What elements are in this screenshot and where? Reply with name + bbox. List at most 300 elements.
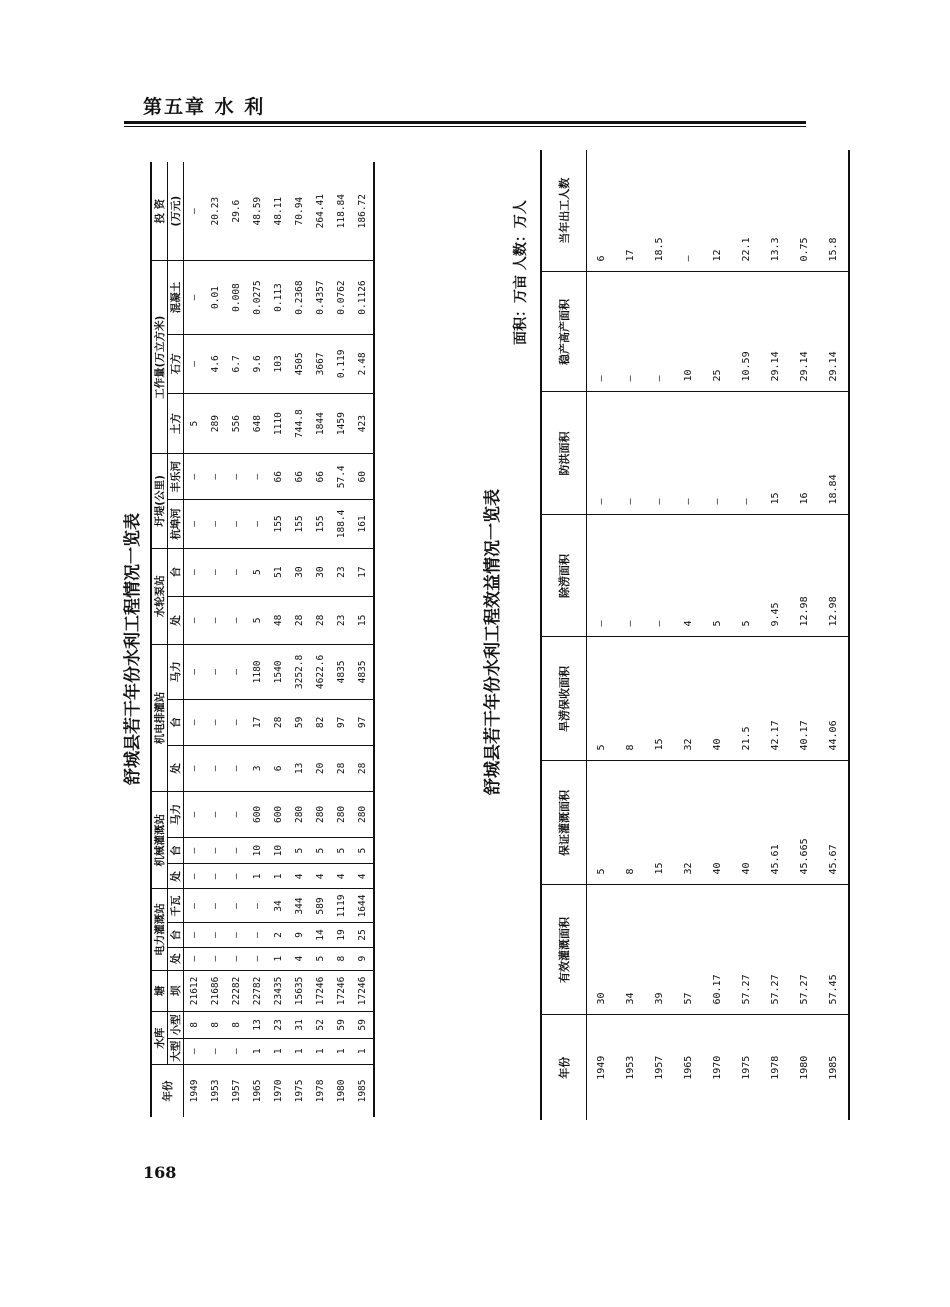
t1-cell: 17 bbox=[247, 699, 268, 745]
t1-header-workload: 工作量(万立方米) bbox=[151, 261, 168, 454]
header-rule-thin bbox=[124, 126, 806, 127]
t1-cell: — bbox=[226, 745, 247, 791]
t1-cell: — bbox=[226, 454, 247, 500]
t2-header: 当年出工人数 bbox=[541, 150, 587, 272]
table2-row bbox=[732, 150, 761, 1120]
t1-header-chu: 处 bbox=[168, 864, 184, 889]
table2-rotated bbox=[540, 150, 850, 1120]
t2-cell: 57.27 bbox=[732, 885, 761, 1015]
t1-cell: — bbox=[226, 791, 247, 837]
t1-header-invest: 投 资 bbox=[151, 162, 168, 261]
t1-cell: 31 bbox=[289, 1012, 310, 1038]
t2-cell: 10 bbox=[674, 272, 703, 392]
t1-cell: 1 bbox=[289, 1038, 310, 1064]
t2-cell: 17 bbox=[616, 150, 645, 272]
t2-cell: 40 bbox=[703, 761, 732, 885]
t1-header-large: 大型 bbox=[168, 1038, 184, 1064]
t2-cell: 18.5 bbox=[645, 150, 674, 272]
table1-row bbox=[226, 162, 247, 1117]
t1-cell: — bbox=[184, 699, 206, 745]
table1-title: 舒城县若干年份水利工程情况一览表 bbox=[123, 513, 143, 785]
t1-cell: 23 bbox=[331, 596, 352, 644]
t1-cell: 103 bbox=[268, 334, 289, 393]
t1-header-reservoir: 水库 bbox=[151, 1012, 168, 1065]
t2-cell: — bbox=[732, 392, 761, 515]
t1-cell: 589 bbox=[310, 889, 331, 923]
header-rule bbox=[124, 121, 806, 124]
t1-cell: — bbox=[184, 500, 206, 548]
t1-cell: 280 bbox=[289, 791, 310, 837]
t2-cell-year: 1985 bbox=[819, 1015, 849, 1120]
t2-cell: 57 bbox=[674, 885, 703, 1015]
t1-cell: 15 bbox=[352, 596, 374, 644]
t1-cell: — bbox=[247, 923, 268, 947]
table2-header-row bbox=[541, 150, 587, 1120]
t2-cell: 39 bbox=[645, 885, 674, 1015]
t1-cell: — bbox=[205, 454, 226, 500]
t1-cell: 10 bbox=[247, 837, 268, 863]
t1-cell: — bbox=[205, 947, 226, 970]
t2-cell: 5 bbox=[587, 761, 617, 885]
t2-cell-year: 1965 bbox=[683, 1055, 694, 1080]
t1-cell: — bbox=[184, 923, 206, 947]
t2-cell: — bbox=[587, 272, 617, 392]
t1-cell: 0.119 bbox=[331, 334, 352, 393]
t1-cell: 8 bbox=[205, 1012, 226, 1038]
t1-cell: 4835 bbox=[331, 645, 352, 700]
t2-cell: 45.61 bbox=[761, 761, 790, 885]
t1-header-hp: 马力 bbox=[168, 791, 184, 837]
table1-row bbox=[205, 162, 226, 1117]
t1-header-chu: 处 bbox=[168, 745, 184, 791]
t1-cell: 118.84 bbox=[331, 162, 352, 261]
t1-cell: 5 bbox=[310, 947, 331, 970]
t1-cell: — bbox=[226, 1038, 247, 1064]
t1-cell: — bbox=[226, 699, 247, 745]
t2-cell: — bbox=[674, 150, 703, 272]
t1-cell: — bbox=[205, 596, 226, 644]
t2-cell: 32 bbox=[674, 637, 703, 761]
table1-row bbox=[247, 162, 268, 1117]
t1-cell: 8 bbox=[331, 947, 352, 970]
t2-cell: 0.75 bbox=[790, 150, 819, 272]
t1-cell: — bbox=[226, 889, 247, 923]
t1-cell: 34 bbox=[268, 889, 289, 923]
t2-cell: — bbox=[645, 392, 674, 515]
t1-cell-year: 1949 bbox=[189, 1079, 200, 1103]
t1-header-tai: 台 bbox=[168, 548, 184, 596]
t1-cell: 21686 bbox=[205, 970, 226, 1012]
t2-header: 有效灌溉面积 bbox=[541, 885, 587, 1015]
t1-cell: 600 bbox=[247, 791, 268, 837]
t1-header-chu: 处 bbox=[168, 947, 184, 970]
t1-header-invest-unit: (万元) bbox=[168, 162, 184, 261]
t1-cell: — bbox=[184, 791, 206, 837]
t1-cell: 5 bbox=[310, 837, 331, 863]
t1-cell: 66 bbox=[289, 454, 310, 500]
t1-cell: 4 bbox=[289, 947, 310, 970]
t1-cell: 21612 bbox=[184, 970, 206, 1012]
t1-cell: 5 bbox=[247, 596, 268, 644]
t1-cell: 264.41 bbox=[310, 162, 331, 261]
t2-cell: 12 bbox=[703, 150, 732, 272]
t1-cell: 51 bbox=[268, 548, 289, 596]
t1-cell: — bbox=[205, 837, 226, 863]
t1-cell: 0.0275 bbox=[247, 261, 268, 334]
t1-cell: — bbox=[247, 947, 268, 970]
t1-cell: — bbox=[247, 454, 268, 500]
t2-cell: 4 bbox=[674, 515, 703, 637]
t1-cell: 9 bbox=[352, 947, 374, 970]
t1-cell: — bbox=[184, 454, 206, 500]
t1-cell-year: 1980 bbox=[336, 1079, 347, 1103]
t1-cell: 1 bbox=[268, 947, 289, 970]
t1-cell: 48.59 bbox=[247, 162, 268, 261]
t2-cell: — bbox=[645, 515, 674, 637]
t2-cell: 57.27 bbox=[790, 885, 819, 1015]
t1-header-fengle: 丰乐河 bbox=[168, 454, 184, 500]
t2-cell: 57.45 bbox=[819, 885, 849, 1015]
t2-cell: 15 bbox=[645, 637, 674, 761]
t1-cell: 280 bbox=[310, 791, 331, 837]
t1-cell: 5 bbox=[352, 837, 374, 863]
t2-cell: 12.98 bbox=[819, 515, 849, 637]
t1-cell: 186.72 bbox=[352, 162, 374, 261]
t1-cell: 4835 bbox=[352, 645, 374, 700]
t2-cell: 18.84 bbox=[819, 392, 849, 515]
t1-cell: — bbox=[205, 699, 226, 745]
t2-cell: 12.98 bbox=[790, 515, 819, 637]
table2-body bbox=[587, 150, 850, 1120]
t1-cell: 4505 bbox=[289, 334, 310, 393]
t1-cell: — bbox=[184, 947, 206, 970]
t2-cell: 60.17 bbox=[703, 885, 732, 1015]
t1-cell: — bbox=[184, 162, 206, 261]
t1-cell: 5 bbox=[247, 548, 268, 596]
t1-header-concrete: 混凝土 bbox=[168, 261, 184, 334]
table2-row bbox=[616, 150, 645, 1120]
t1-cell: 1 bbox=[247, 864, 268, 889]
t1-cell: 1180 bbox=[247, 645, 268, 700]
t1-cell: — bbox=[226, 500, 247, 548]
table2-row bbox=[703, 150, 732, 1120]
t1-cell: 155 bbox=[310, 500, 331, 548]
t1-header-dike: 圩堤(公里) bbox=[151, 454, 168, 548]
table1-body bbox=[184, 162, 375, 1117]
table2-row bbox=[587, 150, 617, 1120]
t2-cell-year: 1975 bbox=[741, 1055, 752, 1080]
t2-header: 旱涝保收面积 bbox=[541, 637, 587, 761]
t1-cell: — bbox=[184, 261, 206, 334]
t1-cell: 344 bbox=[289, 889, 310, 923]
t1-cell: — bbox=[184, 548, 206, 596]
t2-cell: 15 bbox=[645, 761, 674, 885]
t2-cell: 5 bbox=[732, 515, 761, 637]
t1-cell: 5 bbox=[289, 837, 310, 863]
table1-row bbox=[352, 162, 374, 1117]
t1-header-tai: 台 bbox=[168, 837, 184, 863]
t2-cell-year: 1980 bbox=[799, 1055, 810, 1080]
t1-cell: 17246 bbox=[310, 970, 331, 1012]
t1-cell: 97 bbox=[352, 699, 374, 745]
t2-cell: 25 bbox=[703, 272, 732, 392]
t1-cell: 1 bbox=[331, 1038, 352, 1064]
t1-cell: 20 bbox=[310, 745, 331, 791]
t2-cell: 29.14 bbox=[761, 272, 790, 392]
t1-cell: 30 bbox=[289, 548, 310, 596]
t2-cell: 40 bbox=[703, 637, 732, 761]
t2-header: 稳产高产面积 bbox=[541, 272, 587, 392]
t1-header-year: 年份 bbox=[151, 1064, 184, 1117]
t2-header: 除涝面积 bbox=[541, 515, 587, 637]
t1-cell: 744.8 bbox=[289, 393, 310, 453]
t2-cell-year: 1953 bbox=[625, 1055, 636, 1080]
t1-cell: — bbox=[226, 864, 247, 889]
t1-cell: 48 bbox=[268, 596, 289, 644]
t1-cell: 97 bbox=[331, 699, 352, 745]
t1-cell: 155 bbox=[289, 500, 310, 548]
table1-row bbox=[310, 162, 331, 1117]
t1-cell: 289 bbox=[205, 393, 226, 453]
t1-cell: 4.6 bbox=[205, 334, 226, 393]
t1-cell: 0.2368 bbox=[289, 261, 310, 334]
table1 bbox=[150, 162, 375, 1117]
t2-cell: 40.17 bbox=[790, 637, 819, 761]
t1-cell: 0.113 bbox=[268, 261, 289, 334]
table2-unit-note: 面积：万亩 人数：万人 bbox=[513, 200, 529, 345]
t1-cell: — bbox=[226, 923, 247, 947]
t1-cell: 4 bbox=[352, 864, 374, 889]
t1-cell: — bbox=[205, 791, 226, 837]
t1-cell: — bbox=[184, 596, 206, 644]
t1-cell: 4 bbox=[310, 864, 331, 889]
table2-title: 舒城县若干年份水利工程效益情况一览表 bbox=[483, 489, 503, 795]
t1-cell: 4 bbox=[289, 864, 310, 889]
t1-header-waterwheel: 水轮泵站 bbox=[151, 548, 168, 644]
t2-cell: 34 bbox=[616, 885, 645, 1015]
t2-cell: 15 bbox=[761, 392, 790, 515]
t1-cell: — bbox=[205, 645, 226, 700]
t2-cell: — bbox=[616, 392, 645, 515]
t1-cell: 1 bbox=[352, 1038, 374, 1064]
t1-cell: — bbox=[205, 864, 226, 889]
t1-cell: 23 bbox=[331, 548, 352, 596]
t2-cell: 8 bbox=[616, 761, 645, 885]
t2-cell: — bbox=[674, 392, 703, 515]
t1-cell: 17 bbox=[352, 548, 374, 596]
t2-cell: 29.14 bbox=[819, 272, 849, 392]
t1-cell: 59 bbox=[289, 699, 310, 745]
t1-cell: 1540 bbox=[268, 645, 289, 700]
t1-cell: — bbox=[184, 889, 206, 923]
t2-cell: — bbox=[616, 272, 645, 392]
t1-header-tai: 台 bbox=[168, 923, 184, 947]
t1-cell: 1110 bbox=[268, 393, 289, 453]
t1-cell: — bbox=[205, 548, 226, 596]
t2-cell: 10.59 bbox=[732, 272, 761, 392]
t1-cell: 3667 bbox=[310, 334, 331, 393]
t2-cell: — bbox=[645, 272, 674, 392]
t1-cell: 25 bbox=[352, 923, 374, 947]
t1-cell: 0.0762 bbox=[331, 261, 352, 334]
t2-cell: 45.665 bbox=[790, 761, 819, 885]
t1-header-chu: 处 bbox=[168, 596, 184, 644]
t2-cell: 13.3 bbox=[761, 150, 790, 272]
t1-cell: 423 bbox=[352, 393, 374, 453]
t2-cell-year: 1949 bbox=[596, 1055, 607, 1080]
t1-header-mech-station: 机械灌溉站 bbox=[151, 791, 168, 889]
t1-cell: 3 bbox=[247, 745, 268, 791]
t1-cell: 29.6 bbox=[226, 162, 247, 261]
t2-cell: — bbox=[616, 515, 645, 637]
t1-header-elec-drain: 机电排灌站 bbox=[151, 645, 168, 792]
t1-cell-year: 1965 bbox=[252, 1079, 263, 1103]
t1-cell-year: 1953 bbox=[210, 1079, 221, 1103]
t2-cell: 57.27 bbox=[761, 885, 790, 1015]
t2-cell: 45.67 bbox=[819, 761, 849, 885]
t1-cell: 17246 bbox=[331, 970, 352, 1012]
t1-cell: — bbox=[184, 1038, 206, 1064]
t1-header-earth: 土方 bbox=[168, 393, 184, 453]
t1-cell: — bbox=[226, 548, 247, 596]
t1-cell: — bbox=[226, 596, 247, 644]
t1-cell: 19 bbox=[331, 923, 352, 947]
t2-cell: 32 bbox=[674, 761, 703, 885]
t1-cell: — bbox=[205, 745, 226, 791]
t1-cell: 23435 bbox=[268, 970, 289, 1012]
table2 bbox=[540, 150, 850, 1120]
t1-cell: 280 bbox=[331, 791, 352, 837]
t1-cell: 59 bbox=[331, 1012, 352, 1038]
t2-cell: 21.5 bbox=[732, 637, 761, 761]
t1-cell: 0.1126 bbox=[352, 261, 374, 334]
t1-cell: — bbox=[184, 864, 206, 889]
t2-cell: — bbox=[587, 515, 617, 637]
table1-row bbox=[184, 162, 206, 1117]
t1-cell: 66 bbox=[268, 454, 289, 500]
t1-cell: 22782 bbox=[247, 970, 268, 1012]
t1-cell-year: 1970 bbox=[273, 1079, 284, 1103]
t1-cell: 9.6 bbox=[247, 334, 268, 393]
t1-cell: 28 bbox=[310, 596, 331, 644]
t1-cell: 1 bbox=[310, 1038, 331, 1064]
t1-cell: 48.11 bbox=[268, 162, 289, 261]
t1-cell: — bbox=[205, 923, 226, 947]
t1-cell: 1 bbox=[247, 1038, 268, 1064]
t1-cell: 0.01 bbox=[205, 261, 226, 334]
t1-cell-year: 1975 bbox=[294, 1079, 305, 1103]
t1-cell: 28 bbox=[268, 699, 289, 745]
t1-cell: 188.4 bbox=[331, 500, 352, 548]
t2-cell: 8 bbox=[616, 637, 645, 761]
t1-cell: 1459 bbox=[331, 393, 352, 453]
t1-header-hp: 马力 bbox=[168, 645, 184, 700]
t1-header-power-station: 电力灌溉站 bbox=[151, 889, 168, 970]
t1-cell: 6.7 bbox=[226, 334, 247, 393]
t1-cell: 600 bbox=[268, 791, 289, 837]
t2-cell-year: 1970 bbox=[712, 1055, 723, 1080]
t1-header-tai: 台 bbox=[168, 699, 184, 745]
t1-cell: 52 bbox=[310, 1012, 331, 1038]
table2-row bbox=[819, 150, 849, 1120]
t2-cell: 15.8 bbox=[819, 150, 849, 272]
t1-cell: 1 bbox=[268, 1038, 289, 1064]
t1-cell: 4622.6 bbox=[310, 645, 331, 700]
t1-cell: 66 bbox=[310, 454, 331, 500]
t2-cell: 9.45 bbox=[761, 515, 790, 637]
t2-cell: 5 bbox=[703, 515, 732, 637]
t1-cell: 2.48 bbox=[352, 334, 374, 393]
t1-cell: 15635 bbox=[289, 970, 310, 1012]
t1-cell: 13 bbox=[289, 745, 310, 791]
t1-cell: — bbox=[205, 1038, 226, 1064]
t1-cell: 8 bbox=[184, 1012, 206, 1038]
t1-cell: 0.4357 bbox=[310, 261, 331, 334]
t1-cell: 556 bbox=[226, 393, 247, 453]
t1-cell: 6 bbox=[268, 745, 289, 791]
t1-header-dam: 坝 bbox=[168, 970, 184, 1012]
t1-cell: 9 bbox=[289, 923, 310, 947]
t2-cell: — bbox=[703, 392, 732, 515]
t1-cell: 1844 bbox=[310, 393, 331, 453]
table2-row bbox=[645, 150, 674, 1120]
t2-cell: — bbox=[587, 392, 617, 515]
t2-cell-year: 1978 bbox=[770, 1055, 781, 1080]
t2-header: 年份 bbox=[541, 1015, 587, 1120]
t2-cell: 16 bbox=[790, 392, 819, 515]
table1-row bbox=[331, 162, 352, 1117]
t1-header-pond: 塘 bbox=[151, 970, 168, 1012]
t1-cell: 14 bbox=[310, 923, 331, 947]
t1-cell: 280 bbox=[352, 791, 374, 837]
t1-cell: 13 bbox=[247, 1012, 268, 1038]
t1-cell: — bbox=[226, 837, 247, 863]
t2-cell: 42.17 bbox=[761, 637, 790, 761]
t2-cell: 30 bbox=[587, 885, 617, 1015]
t1-cell: 28 bbox=[352, 745, 374, 791]
t1-cell: — bbox=[184, 837, 206, 863]
table2-row bbox=[761, 150, 790, 1120]
t1-cell-year: 1978 bbox=[315, 1079, 326, 1103]
t1-cell: — bbox=[184, 334, 206, 393]
t1-cell: 4 bbox=[331, 864, 352, 889]
t2-header: 防洪面积 bbox=[541, 392, 587, 515]
t1-cell: 5 bbox=[331, 837, 352, 863]
t1-cell-year: 1957 bbox=[231, 1079, 242, 1103]
table1-rotated bbox=[150, 162, 375, 1117]
t1-cell: — bbox=[247, 889, 268, 923]
t1-header-kw: 千瓦 bbox=[168, 889, 184, 923]
t1-cell: 20.23 bbox=[205, 162, 226, 261]
t1-cell: 22282 bbox=[226, 970, 247, 1012]
t2-cell-year: 1957 bbox=[654, 1055, 665, 1080]
t1-header-stone: 石方 bbox=[168, 334, 184, 393]
t2-cell: 44.06 bbox=[819, 637, 849, 761]
t1-cell: 60 bbox=[352, 454, 374, 500]
t1-cell: 28 bbox=[331, 745, 352, 791]
t1-cell: 70.94 bbox=[289, 162, 310, 261]
t2-cell: 40 bbox=[732, 761, 761, 885]
t1-cell: 2 bbox=[268, 923, 289, 947]
t1-cell: 155 bbox=[268, 500, 289, 548]
t1-cell: 1644 bbox=[352, 889, 374, 923]
t1-cell: 1119 bbox=[331, 889, 352, 923]
chapter-header: 第五章 水 利 bbox=[143, 96, 266, 118]
t1-cell: 23 bbox=[268, 1012, 289, 1038]
t1-cell: 5 bbox=[184, 393, 206, 453]
t1-cell: 57.4 bbox=[331, 454, 352, 500]
t1-cell: 30 bbox=[310, 548, 331, 596]
